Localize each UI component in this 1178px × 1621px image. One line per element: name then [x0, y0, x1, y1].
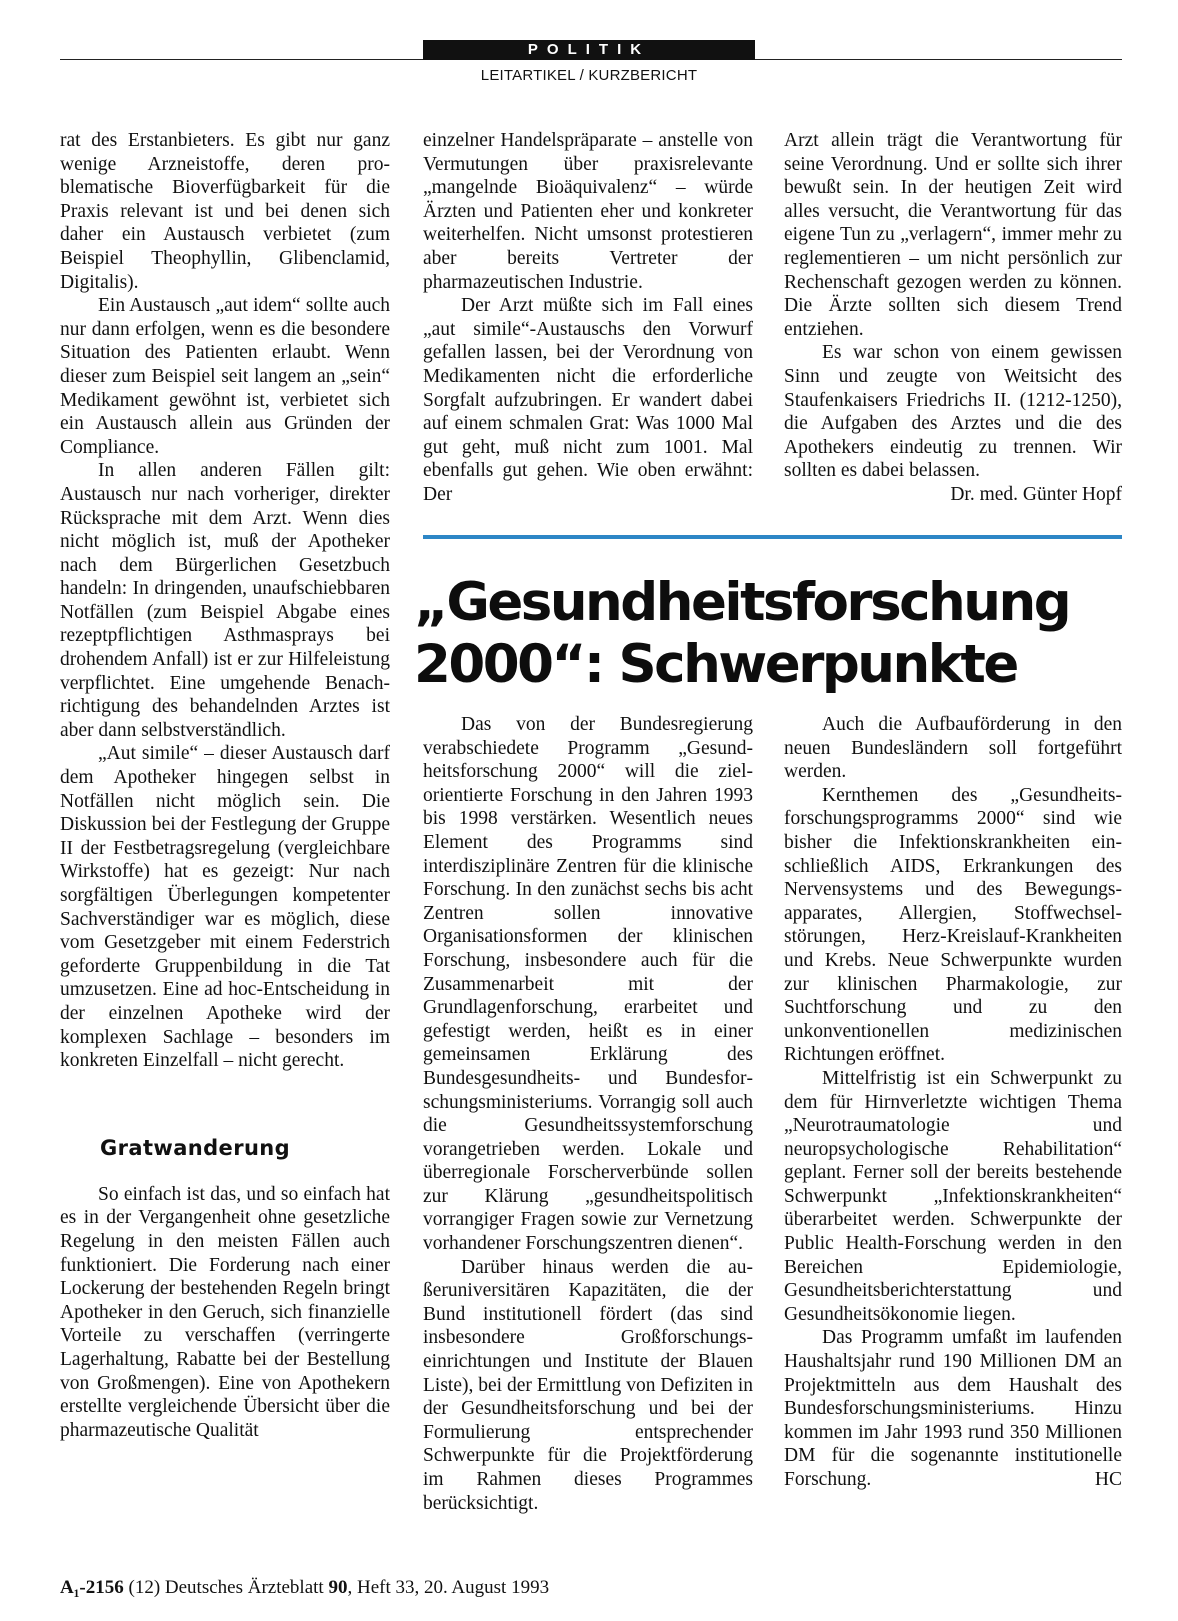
- headline-line: „Gesundheitsforschung: [414, 572, 1070, 633]
- paragraph: Arzt allein trägt die Verantwortung für seine Verordnung. Und er sollte sich ihrer bewußt sein. In der heutigen Zeit wird alles versucht, die Verantwortung für das eigene Tun zu „verlagern“, immer mehr zu reglementieren – um nicht persönlich zur Rechenschaft gezogen werden zu können. Die Ärzte sollten sich diesem Trend entziehen.: [784, 130, 1122, 340]
- paragraph: Der Arzt müßte sich im Fall eines „aut simile“-Austauschs den Vorwurf gefallen lassen, bei der Verordnung von Medikamenten nicht die erforderliche Sorgfalt aufzubringen. Er wandert dabei auf einem schmalen Grat: Was 1000 Mal gut geht, muß nicht zum 1001. Mal ebenfalls gut gehen. Wie oben erwähnt: Der: [423, 295, 753, 505]
- paragraph: So einfach ist das, und so einfach hat es in der Vergangenheit ohne gesetzliche Regelung in den meisten Fällen auch funktioniert. Die Forderung nach einer Lockerung der bestehenden Regeln bringt Apotheker in den Geruch, sich finanzielle Vorteile zu verschaffen (verringerte Lagerhaltung, Rabatte bei der Bestellung von Großmengen). Eine von Apothekern erstellte vergleichende Übersicht über die pharmazeutische Qualität: [60, 1183, 390, 1441]
- paragraph: „Aut simile“ – dieser Austausch darf dem Apotheker hingegen selbst in Notfällen nicht möglich sein. Die Diskussion bei der Festlegung der Gruppe II der Festbetragsregelung (vergleichbare Wirkstoffe) hat es gezeigt: Nur nach sorgfältigen Überlegungen kompetenter Sachverständiger war es möglich, diese vom Gesetzgeber mit einem Federstrich geforderte Gruppenbildung in die Tat umzusetzen. Eine ad hoc-Entscheidung in der einzelnen Apotheke wird der komplexen Sachlage – besonders im konkreten Einzelfall – nicht gerecht.: [60, 743, 390, 1072]
- paragraph: einzelner Handelspräparate – anstelle von Vermutungen über praxisrelevante „mangelnde Bioäquivalenz“ – würde Ärzten und Patienten eher und konkreter weiterhelfen. Nicht umsonst protestieren aber bereits Vertreter der pharmazeutischen Industrie.: [423, 130, 753, 293]
- subsection-label: LEITARTIKEL / KURZBERICHT: [480, 67, 698, 84]
- volume-number: 90: [328, 1577, 348, 1598]
- section-label: POLITIK: [423, 40, 755, 60]
- article1-column3: [784, 129, 1122, 507]
- article1-column2: [423, 129, 753, 507]
- article2-column1: [423, 713, 753, 1515]
- paragraph: Das Programm umfaßt im laufenden Haushaltsjahr rund 190 Millionen DM an Projektmitteln aus dem Haushalt des Bundesforschungsministeriums. Hinzu kommen im Jahr 1993 rund 350 Millionen DM für die sogenannte institutionelle Forschung. HC: [784, 1327, 1122, 1490]
- article2-headline: [414, 572, 1134, 696]
- paragraph: rat des Erstanbieters. Es gibt nur ganz wenige Arzneistoffe, deren problematische Bioverfügbarkeit für die Praxis relevant ist und bei denen sich daher ein Austausch verbietet (zum Beispiel Theophyllin, Glibenclamid, Digitalis).: [60, 130, 390, 293]
- headline-line: 2000“: Schwerpunkte: [414, 634, 1017, 695]
- article-divider: [423, 535, 1122, 539]
- journal-name: Deutsches Ärzteblatt: [164, 1577, 324, 1598]
- issue-number: (12): [128, 1577, 161, 1598]
- paragraph: Es war schon von einem gewissen Sinn und zeugte von Weitsicht des Staufenkaisers Friedrichs II. (1212-1250), die Aufgaben des Arztes und die des Apothekers eindeutig zu trennen. Wir sollten es dabei belassen. Dr. med. Günter Hopf: [784, 342, 1122, 505]
- article1-column1: [60, 129, 390, 1442]
- page-footer: [60, 1577, 549, 1599]
- paragraph: Ein Austausch „aut idem“ sollte auch nur dann erfolgen, wenn es die besondere Situation des Patienten erlaubt. Wenn dieser zum Beispiel seit langem an „sein“ Medikament gewöhnt ist, verbietet sich ein Austausch allein aus Gründen der Compliance.: [60, 295, 390, 458]
- paragraph: In allen anderen Fällen gilt: Austausch nur nach vorheriger, direkter Rücksprache mit dem Arzt. Wenn dies nicht möglich ist, muß der Apotheker nach dem Bürgerlichen Gesetzbuch handeln: In dringenden, unaufschiebbaren Notfällen (zum Beispiel Abgabe eines rezeptpflichtigen Asthmasprays bei drohendem Anfall) ist er zur Hilfeleistung verpflichtet. Eine umgehende Benachrichtigung des behandelnden Arztes ist aber dann selbstverständlich.: [60, 460, 390, 741]
- issue-info: , Heft 33, 20. August 1993: [347, 1577, 550, 1598]
- paragraph: Kernthemen des „Gesundheitsforschungsprogramms 2000“ sind wie bisher die Infektionskrankheiten einschließlich AIDS, Erkrankungen des Nervensystems und des Bewegungsapparates, Allergien, Stoffwechselstörungen, Herz-Kreislauf-Krankheiten und Krebs. Neue Schwerpunkte wurden zur klinischen Pharmakologie, zur Suchtforschung und zu den unkonventionellen medizinischen Richtungen eröffnet.: [784, 784, 1122, 1066]
- subheading: Gratwanderung: [100, 1135, 291, 1160]
- paragraph: Darüber hinaus werden die außeruniversitären Kapazitäten, die der Bund institutionell fördert (das sind insbesondere Großforschungseinrichtungen und Institute der Blauen Liste), bei der Ermittlung von Defiziten in der Gesundheitsforschung und bei der Formulierung entsprechender Schwerpunkte für die Projektförderung im Rahmen dieses Programmes berücksichtigt.: [423, 1256, 753, 1514]
- author-signature: Dr. med. Günter Hopf: [950, 483, 1122, 505]
- paragraph: Mittelfristig ist ein Schwerpunkt zu dem für Hirnverletzte wichtigen Thema „Neurotraumatologie und neuropsychologische Rehabilitation“ geplant. Ferner soll der bereits bestehende Schwerpunkt „Infektionskrankheiten“ überarbeitet werden. Schwerpunkte der Public Health-Forschung werden in den Bereichen Epidemiologie, Gesundheitsberichterstattung und Gesundheitsökonomie liegen.: [784, 1067, 1122, 1325]
- article2-column2: [784, 713, 1122, 1492]
- author-initials: HC: [1094, 1469, 1122, 1490]
- paragraph: Das von der Bundesregierung verabschiedete Programm „Gesundheitsforschung 2000“ will die zielorientierte Forschung in den Jahren 1993 bis 1998 verstärken. Wesentlich neues Element des Programms sind interdisziplinäre Zentren für die klinische Forschung. In den zunächst sechs bis acht Zentren sollen innovative Organisationsformen der klinischen Forschung, insbesondere auch für die Zusammenarbeit mit der Grundlagenforschung, erarbeitet und gefestigt werden, heißt es in einer gemeinsamen Erklärung des Bundesgesundheits- und Bundesforschungsministeriums. Vorrangig soll auch die Gesundheitssystemforschung vorangetrieben werden. Lokale und überregionale Forscherverbünde sollen zur Klärung „gesundheitspolitisch vorrangiger Fragen sowie zur Vernetzung vorhandener Forschungszentren dienen“.: [423, 714, 753, 1255]
- paragraph: Auch die Aufbauförderung in den neuen Bundesländern soll fortgeführt werden.: [784, 714, 1122, 783]
- page-code: A₁-2156: [60, 1577, 124, 1598]
